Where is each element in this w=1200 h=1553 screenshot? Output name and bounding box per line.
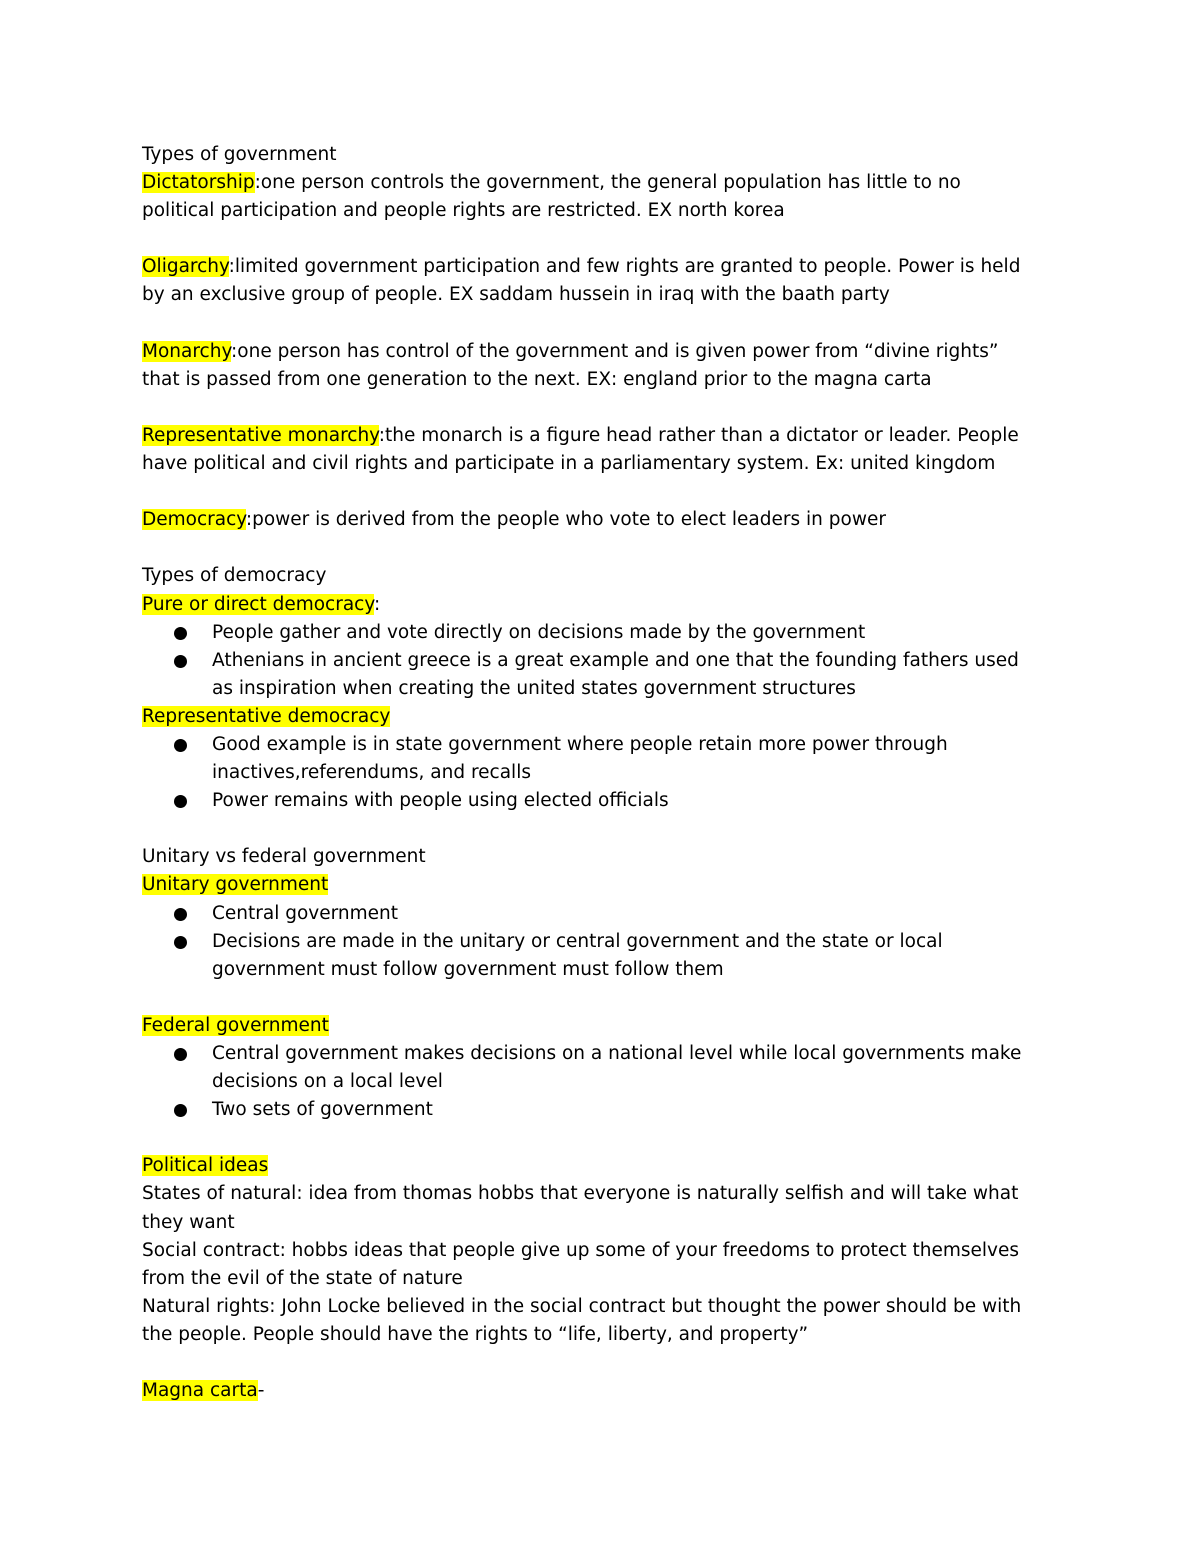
list-item [142, 1040, 1062, 1096]
section-heading: Types of government [142, 144, 337, 165]
subheading-representative-democracy [142, 703, 1062, 731]
list-item [142, 787, 1062, 815]
bullet-icon [174, 1104, 187, 1117]
subheading-federal-government [142, 1012, 1062, 1040]
list-item-text: Athenians in ancient greece is a great example and one that the founding fathers used [212, 649, 1019, 671]
highlighted-term: Federal government [142, 1014, 329, 1036]
list-item-text: inactives,referendums, and recalls [212, 762, 531, 784]
bullet-list [142, 619, 1062, 703]
list-item [142, 928, 1062, 984]
definition-text: :power is derived from the people who vote to elect leaders in power [245, 509, 886, 531]
highlighted-term: Representative monarchy [142, 424, 379, 446]
highlighted-term: Magna carta [142, 1380, 258, 1402]
highlighted-term: Representative democracy [142, 705, 391, 727]
definition-monarchy [142, 338, 1062, 366]
definition-text: :one person controls the government, the general population has little to no [254, 172, 961, 194]
section-heading: Types of democracy [142, 565, 327, 587]
highlighted-term: Monarchy [142, 340, 232, 362]
definition-oligarchy [142, 253, 1062, 281]
highlighted-term: Political ideas [142, 1155, 269, 1177]
definition-representative-monarchy [142, 422, 1062, 450]
document-page [142, 141, 1062, 1405]
term-suffix: : [373, 593, 381, 615]
bullet-list [142, 1040, 1062, 1124]
bullet-icon [174, 627, 187, 640]
paragraph-line: States of natural: idea from thomas hobbs that everyone is naturally selfish and will take what [142, 1183, 1019, 1205]
definition-text: by an exclusive group of people. EX saddam hussein in iraq with the baath party [142, 284, 890, 306]
list-item-text: Decisions are made in the unitary or central government and the state or local [212, 930, 943, 952]
bullet-icon [174, 1048, 187, 1061]
list-item-text: as inspiration when creating the united states government structures [212, 677, 856, 699]
list-item-text: decisions on a local level [212, 1071, 443, 1093]
definition-text: political participation and people rights are restricted. EX north korea [142, 200, 785, 222]
term-suffix: - [257, 1380, 265, 1402]
list-item-text: Central government [212, 902, 399, 924]
highlighted-term: Pure or direct democracy [142, 593, 374, 615]
bullet-icon [174, 739, 187, 752]
subheading-magna-carta [142, 1377, 1062, 1405]
list-item [142, 1096, 1062, 1124]
highlighted-term: Unitary government [142, 874, 329, 896]
paragraph-line: they want [142, 1211, 235, 1233]
list-item-text: Good example is in state government where people retain more power through [212, 733, 948, 755]
bullet-list [142, 900, 1062, 984]
definition-democracy [142, 506, 1062, 534]
list-item-text: Central government makes decisions on a national level while local governments make [212, 1043, 1022, 1064]
paragraph-line: the people. People should have the rights to “life, liberty, and property” [142, 1323, 809, 1345]
list-item-text: government must follow government must follow them [212, 958, 724, 980]
list-item-text: Two sets of government [212, 1099, 433, 1121]
subheading-political-ideas [142, 1152, 1062, 1180]
paragraph-line: Natural rights: John Locke believed in the social contract but thought the power should be with [142, 1295, 1022, 1317]
highlighted-term: Dictatorship [142, 172, 255, 194]
definition-dictatorship [142, 169, 1062, 197]
bullet-icon [174, 908, 187, 921]
list-item [142, 900, 1062, 928]
highlighted-term: Oligarchy [142, 256, 229, 278]
paragraph-line: Social contract: hobbs ideas that people give up some of your freedoms to protect themselves [142, 1239, 1020, 1261]
subheading-unitary-government [142, 871, 1062, 899]
highlighted-term: Democracy [142, 509, 246, 531]
definition-text: :one person has control of the government and is given power from “divine rights” [231, 340, 999, 362]
definition-text: have political and civil rights and participate in a parliamentary system. Ex: united kingdom [142, 453, 996, 475]
paragraph-line: from the evil of the state of nature [142, 1267, 463, 1289]
definition-text: that is passed from one generation to the next. EX: england prior to the magna carta [142, 368, 932, 390]
list-item [142, 619, 1062, 647]
definition-text: :the monarch is a figure head rather than a dictator or leader. People [378, 424, 1019, 446]
bullet-icon [174, 795, 187, 808]
list-item-text: People gather and vote directly on decisions made by the government [212, 621, 866, 643]
definition-text: :limited government participation and few rights are granted to people. Power is held [228, 256, 1021, 278]
subheading-direct-democracy [142, 591, 1062, 619]
list-item-text: Power remains with people using elected officials [212, 790, 669, 812]
bullet-icon [174, 936, 187, 949]
bullet-list [142, 731, 1062, 815]
bullet-icon [174, 655, 187, 668]
list-item [142, 731, 1062, 787]
section-heading: Unitary vs federal government [142, 846, 426, 868]
list-item [142, 647, 1062, 703]
